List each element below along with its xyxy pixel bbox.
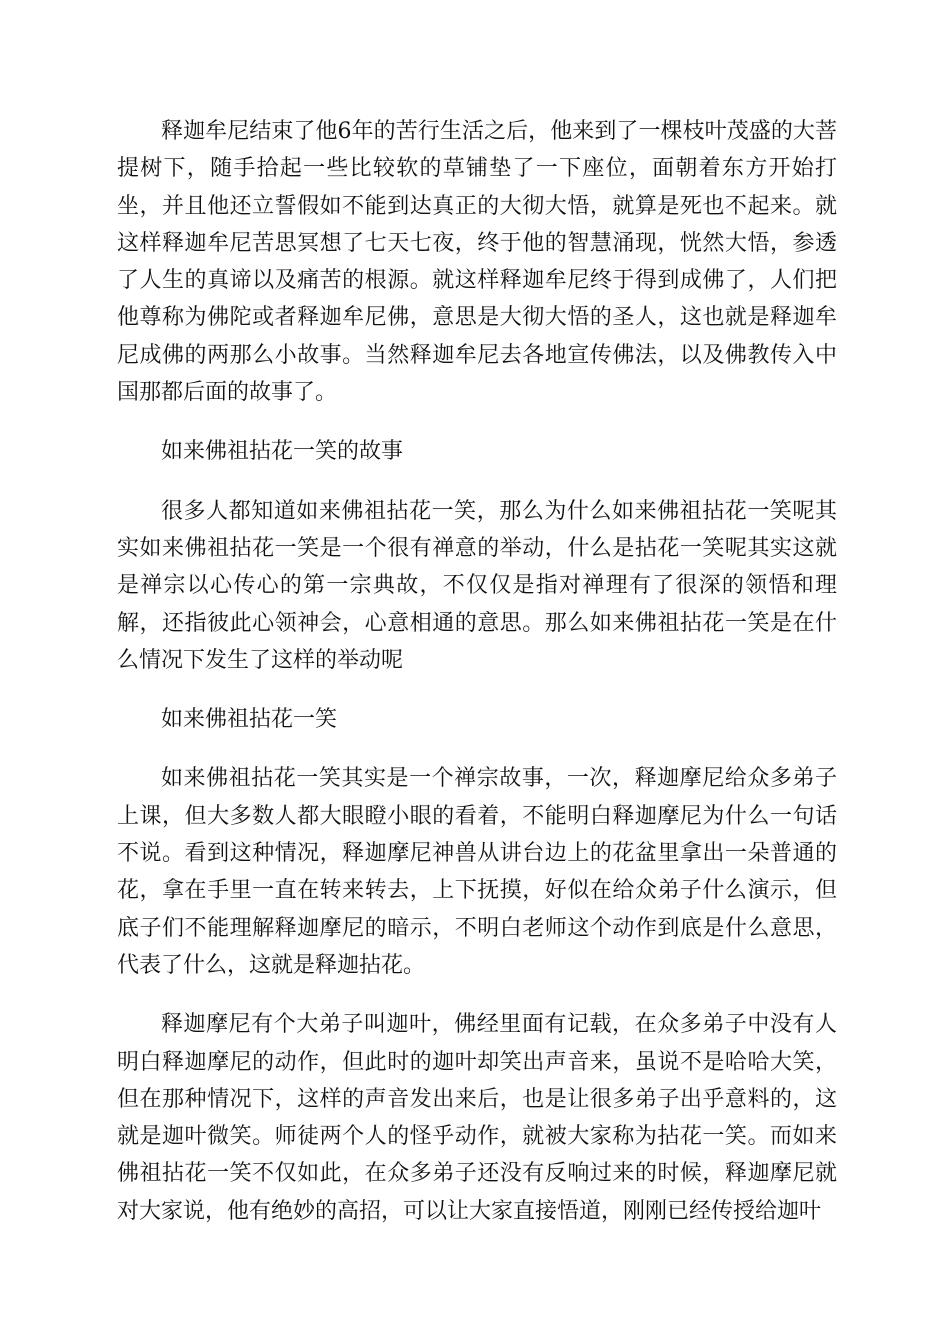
paragraph-buddha-enlightenment: 释迦牟尼结束了他6年的苦行生活之后，他来到了一棵枝叶茂盛的大菩提树下，随手拾起一些比较软的草铺垫了一下座位，面朝着东方开始打坐，并且他还立誓假如不能到达真正的大彻大悟，就算是死也不起来。就这样释迦牟尼苦思冥想了七天七夜，终于他的智慧涌现，恍然大悟，参透了人生的真谛以及痛苦的根源。就这样释迦牟尼终于得到成佛了，人们把他尊称为佛陀或者释迦牟尼佛，意思是大彻大悟的圣人，这也就是释迦牟尼成佛的两那么小故事。当然释迦牟尼去各地宣传佛法，以及佛教传入中国那都后面的故事了。 — [117, 119, 837, 406]
section-heading-smile: 如来佛祖拈花一笑 — [161, 707, 338, 733]
paragraph-flower-lesson: 如来佛祖拈花一笑其实是一个禅宗故事，一次，释迦摩尼给众多弟子上课，但大多数人都大眼瞪小眼的看着，不能明白释迦摩尼为什么一句话不说。看到这种情况，释迦摩尼神兽从讲台边上的花盆里拿出一朵普通的花，拿在手里一直在转来转去，上下抚摸，好似在给众弟子什么演示，但底子们不能理解释迦摩尼的暗示，不明白老师这个动作到底是什么意思，代表了什么，这就是释迦拈花。 — [117, 766, 837, 978]
document-body — [117, 113, 837, 1252]
paragraph-kasyapa-smile: 释迦摩尼有个大弟子叫迦叶，佛经里面有记载，在众多弟子中没有人明白释迦摩尼的动作，但此时的迦叶却笑出声音来，虽说不是哈哈大笑，但在那种情况下，这样的声音发出来后，也是让很多弟子出乎意料的，这就是迦叶微笑。师徒两个人的怪乎动作，就被大家称为拈花一笑。而如来佛祖拈花一笑不仅如此，在众多弟子还没有反响过来的时候，释迦摩尼就对大家说，他有绝妙的高招，可以让大家直接悟道，刚刚已经传授给迦叶 — [117, 1012, 837, 1224]
paragraph-smile-intro: 很多人都知道如来佛祖拈花一笑，那么为什么如来佛祖拈花一笑呢其实如来佛祖拈花一笑是一个很有禅意的举动，什么是拈花一笑呢其实这就是禅宗以心传心的第一宗典故，不仅仅是指对禅理有了很深的领悟和理解，还指彼此心领神会，心意相通的意思。那么如来佛祖拈花一笑是在什么情况下发生了这样的举动呢 — [117, 498, 837, 673]
section-heading-story: 如来佛祖拈花一笑的故事 — [161, 439, 404, 465]
